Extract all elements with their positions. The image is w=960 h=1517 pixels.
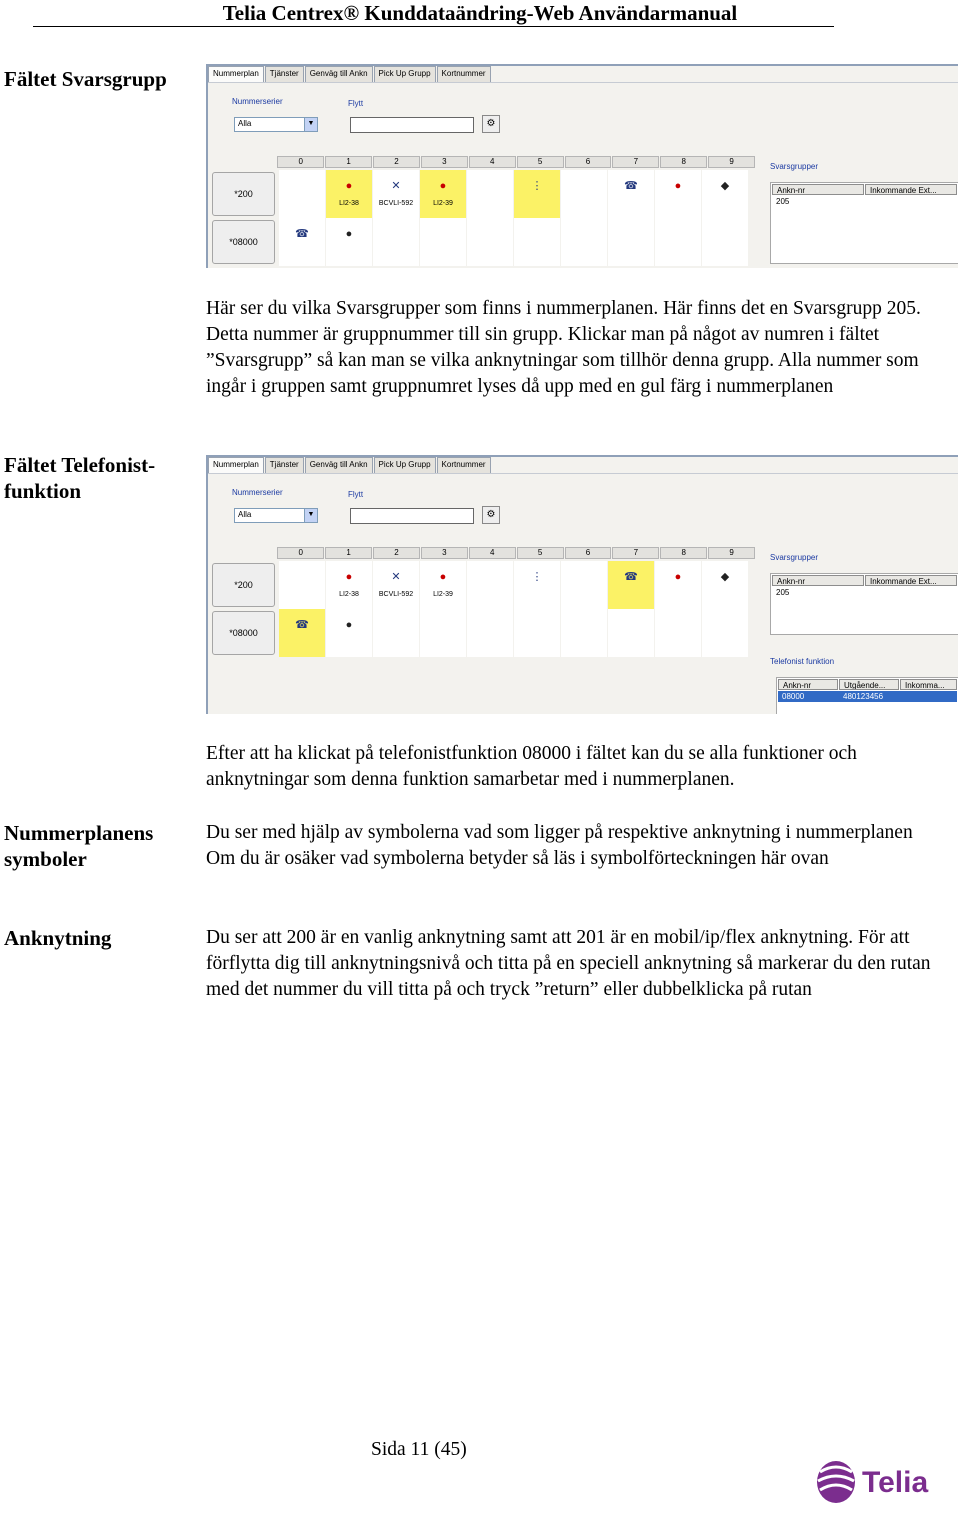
number-cell[interactable] xyxy=(561,170,607,218)
telia-logo-mark xyxy=(812,1456,944,1508)
row-label-button[interactable]: *200 xyxy=(212,172,275,216)
number-cell[interactable] xyxy=(561,561,607,609)
tab-nummerplan[interactable]: Nummerplan xyxy=(208,457,264,473)
number-row-200 xyxy=(210,170,756,218)
tab-bar xyxy=(208,457,492,473)
number-cell[interactable] xyxy=(702,170,748,218)
telefonist-outgoing: 480123456 xyxy=(843,692,884,701)
tab-pickup[interactable]: Pick Up Grupp xyxy=(374,457,436,473)
number-cell[interactable] xyxy=(467,609,513,657)
red-dot-icon: ● xyxy=(439,571,447,583)
column-header-inkommande[interactable]: Inkommande Ext... xyxy=(865,575,957,586)
number-cell[interactable] xyxy=(702,561,748,609)
cell-label: LI2-39 xyxy=(433,200,453,207)
operator-icon: ☎ xyxy=(624,180,638,192)
red-dot-icon: ● xyxy=(674,571,682,583)
svarsgrupper-panel xyxy=(764,154,958,268)
number-cell[interactable] xyxy=(608,218,654,266)
row-label-button[interactable]: *08000 xyxy=(212,220,275,264)
number-row-08000 xyxy=(210,218,756,266)
column-header: 0 xyxy=(277,547,324,559)
column-header: 3 xyxy=(421,156,468,168)
column-header-inkomma[interactable]: Inkomma... xyxy=(900,679,957,690)
group-icon: ⋮ xyxy=(531,180,543,192)
select-value: Alla xyxy=(238,510,252,519)
column-header: 1 xyxy=(325,156,372,168)
paragraph-telefonist: Efter att ha klickat på telefonistfunktion 08000 i fältet kan du se alla funktioner och anknytningar som denna funktion samarbetar med i nummerplanen. xyxy=(206,743,857,790)
number-cell[interactable] xyxy=(373,609,419,657)
number-cell[interactable] xyxy=(279,170,325,218)
svarsgrupp-value[interactable]: 205 xyxy=(776,588,790,597)
number-row-200 xyxy=(210,561,756,609)
screenshot-telefonist xyxy=(206,455,958,714)
operator-icon: ☎ xyxy=(624,571,638,583)
column-header: 1 xyxy=(325,547,372,559)
column-header: 2 xyxy=(373,547,420,559)
column-header: 9 xyxy=(708,156,755,168)
header-spacer xyxy=(210,547,277,559)
number-cell[interactable] xyxy=(514,609,560,657)
nummerserier-label: Nummerserier xyxy=(232,97,283,106)
column-header: 4 xyxy=(469,547,516,559)
column-header-inkommande[interactable]: Inkommande Ext... xyxy=(865,184,957,195)
operator-icon: ☎ xyxy=(295,228,309,240)
tab-tjanster[interactable]: Tjänster xyxy=(265,66,304,82)
number-cell[interactable] xyxy=(467,218,513,266)
telefonist-number: 08000 xyxy=(782,692,805,701)
number-cell[interactable] xyxy=(420,609,466,657)
column-header-ankn[interactable]: Ankn-nr xyxy=(772,575,864,586)
flytt-label: Flytt xyxy=(348,99,364,108)
header-rule xyxy=(33,26,834,27)
operator-icon: ☎ xyxy=(295,619,309,631)
paragraph-svarsgrupp: Här ser du vilka Svarsgrupper som finns i nummerplanen. Här finns det en Svarsgrupp 205. Detta nummer är gruppnummer till sin grupp. Klickar man på något av numren i fältet ”Svarsgrupp” så kan man se vilka anknytningar som tillhör denna grupp. Alla nummer som ingår i gruppen samt gruppnumret lyses då upp med en gul färg i nummerplanen xyxy=(206,298,921,397)
number-cell[interactable] xyxy=(655,561,701,609)
column-header: 4 xyxy=(469,156,516,168)
column-header: 9 xyxy=(708,547,755,559)
svarsgrupp-value[interactable]: 205 xyxy=(776,197,790,206)
header-spacer xyxy=(210,156,277,168)
chevron-down-icon[interactable]: ▼ xyxy=(304,509,317,522)
tab-genvag[interactable]: Genväg till Ankn xyxy=(305,66,373,82)
tab-kortnummer[interactable]: Kortnummer xyxy=(437,457,491,473)
diamond-icon: ◆ xyxy=(720,571,730,583)
flytt-input[interactable] xyxy=(350,117,474,133)
side-panels xyxy=(764,545,958,714)
number-cell[interactable] xyxy=(326,170,372,218)
flytt-input[interactable] xyxy=(350,508,474,524)
number-cell[interactable] xyxy=(702,609,748,657)
diamond-icon: ◆ xyxy=(720,180,730,192)
section-label-symboler-line1: Nummerplanens xyxy=(4,821,154,845)
red-dot-icon: ● xyxy=(439,180,447,192)
paragraph-symboler: Du ser med hjälp av symbolerna vad som ligger på respektive anknytning i nummerplanen Om du är osäker vad symbolerna betyder så läs i symbolförteckningen här ovan xyxy=(206,822,913,869)
number-cell[interactable] xyxy=(373,218,419,266)
column-header-ankn[interactable]: Ankn-nr xyxy=(772,184,864,195)
tab-tjanster[interactable]: Tjänster xyxy=(265,457,304,473)
move-icon[interactable]: ⚙ xyxy=(482,115,500,133)
select-value: Alla xyxy=(238,119,252,128)
column-header-utgaende[interactable]: Utgående... xyxy=(839,679,899,690)
tab-pickup[interactable]: Pick Up Grupp xyxy=(374,66,436,82)
column-header: 0 xyxy=(277,156,324,168)
cell-label: LI2-38 xyxy=(339,200,359,207)
filter-area xyxy=(208,82,958,151)
nummerserier-select[interactable] xyxy=(234,508,318,523)
number-cell[interactable] xyxy=(326,609,372,657)
logo-text: Telia xyxy=(862,1466,929,1499)
cell-label: BCVLI-592 xyxy=(378,591,414,598)
nummerserier-select[interactable] xyxy=(234,117,318,132)
red-dot-icon: ● xyxy=(674,180,682,192)
row-label-button[interactable]: *08000 xyxy=(212,611,275,655)
column-header: 7 xyxy=(612,547,659,559)
cell-label: LI2-39 xyxy=(433,591,453,598)
black-dot-icon: ● xyxy=(345,619,353,631)
column-header: 7 xyxy=(612,156,659,168)
row-label-button[interactable]: *200 xyxy=(212,563,275,607)
number-cell[interactable] xyxy=(561,218,607,266)
chevron-down-icon[interactable]: ▼ xyxy=(304,118,317,131)
screenshot-svarsgrupp xyxy=(206,64,958,268)
column-header: 6 xyxy=(565,547,612,559)
cell-label: LI2-38 xyxy=(339,591,359,598)
column-header-row xyxy=(210,156,756,168)
number-cell[interactable] xyxy=(608,170,654,218)
flytt-label: Flytt xyxy=(348,490,364,499)
number-cell[interactable] xyxy=(326,561,372,609)
mobile-flex-icon: ✕ xyxy=(391,571,401,583)
number-cell[interactable] xyxy=(514,218,560,266)
number-cell[interactable] xyxy=(467,170,513,218)
number-row-08000 xyxy=(210,609,756,657)
mobile-flex-icon: ✕ xyxy=(391,180,401,192)
number-cell[interactable] xyxy=(373,170,419,218)
column-header: 8 xyxy=(660,156,707,168)
number-cell[interactable] xyxy=(655,170,701,218)
tab-bar xyxy=(208,66,492,82)
page-number: Sida 11 (45) xyxy=(371,1439,467,1460)
number-cell[interactable] xyxy=(373,561,419,609)
number-cell[interactable] xyxy=(655,609,701,657)
svarsgrupper-title: Svarsgrupper xyxy=(770,162,819,171)
column-header: 2 xyxy=(373,156,420,168)
number-cell[interactable] xyxy=(420,561,466,609)
document-header-title: Telia Centrex® Kunddataändring-Web Användarmanual xyxy=(222,1,738,25)
number-cell[interactable] xyxy=(279,561,325,609)
tab-nummerplan[interactable]: Nummerplan xyxy=(208,66,264,82)
telefonist-title: Telefonist funktion xyxy=(770,657,835,666)
tab-kortnummer[interactable]: Kortnummer xyxy=(437,66,491,82)
section-label-telefonist-line2: funktion xyxy=(4,479,82,503)
number-cell[interactable] xyxy=(702,218,748,266)
number-cell[interactable] xyxy=(420,170,466,218)
number-cell[interactable] xyxy=(608,609,654,657)
cell-label: BCVLI-592 xyxy=(378,200,414,207)
number-cell[interactable] xyxy=(279,609,325,657)
column-header: 5 xyxy=(517,547,564,559)
section-label-telefonist-line1: Fältet Telefonist- xyxy=(4,453,156,477)
number-cell[interactable] xyxy=(279,218,325,266)
number-cell[interactable] xyxy=(514,561,560,609)
section-label-svarsgrupp: Fältet Svarsgrupp xyxy=(4,67,167,91)
number-cell[interactable] xyxy=(655,218,701,266)
number-cell[interactable] xyxy=(326,218,372,266)
section-label-anknytning: Anknytning xyxy=(4,926,112,950)
column-header: 3 xyxy=(421,547,468,559)
move-icon[interactable]: ⚙ xyxy=(482,506,500,524)
number-cell[interactable] xyxy=(467,561,513,609)
red-dot-icon: ● xyxy=(345,571,353,583)
number-cell[interactable] xyxy=(608,561,654,609)
number-cell[interactable] xyxy=(514,170,560,218)
section-label-symboler-line2: symboler xyxy=(4,847,87,871)
telia-logo xyxy=(812,1456,944,1508)
svarsgrupper-title: Svarsgrupper xyxy=(770,553,819,562)
column-header: 6 xyxy=(565,156,612,168)
tab-genvag[interactable]: Genväg till Ankn xyxy=(305,457,373,473)
red-dot-icon: ● xyxy=(345,180,353,192)
column-header-row xyxy=(210,547,756,559)
column-header: 8 xyxy=(660,547,707,559)
number-cell[interactable] xyxy=(561,609,607,657)
number-cell[interactable] xyxy=(420,218,466,266)
column-header: 5 xyxy=(517,156,564,168)
group-icon: ⋮ xyxy=(531,571,543,583)
filter-area xyxy=(208,473,958,542)
column-header-ankn[interactable]: Ankn-nr xyxy=(778,679,838,690)
nummerserier-label: Nummerserier xyxy=(232,488,283,497)
paragraph-anknytning: Du ser att 200 är en vanlig anknytning samt att 201 är en mobil/ip/flex anknytning. För att förflytta dig till anknytningsnivå och titta på en speciell anknytning så markerar du den rutan med det nummer du vill titta på och tryck ”return” eller dubbelklicka på rutan xyxy=(206,927,931,1000)
black-dot-icon: ● xyxy=(345,228,353,240)
